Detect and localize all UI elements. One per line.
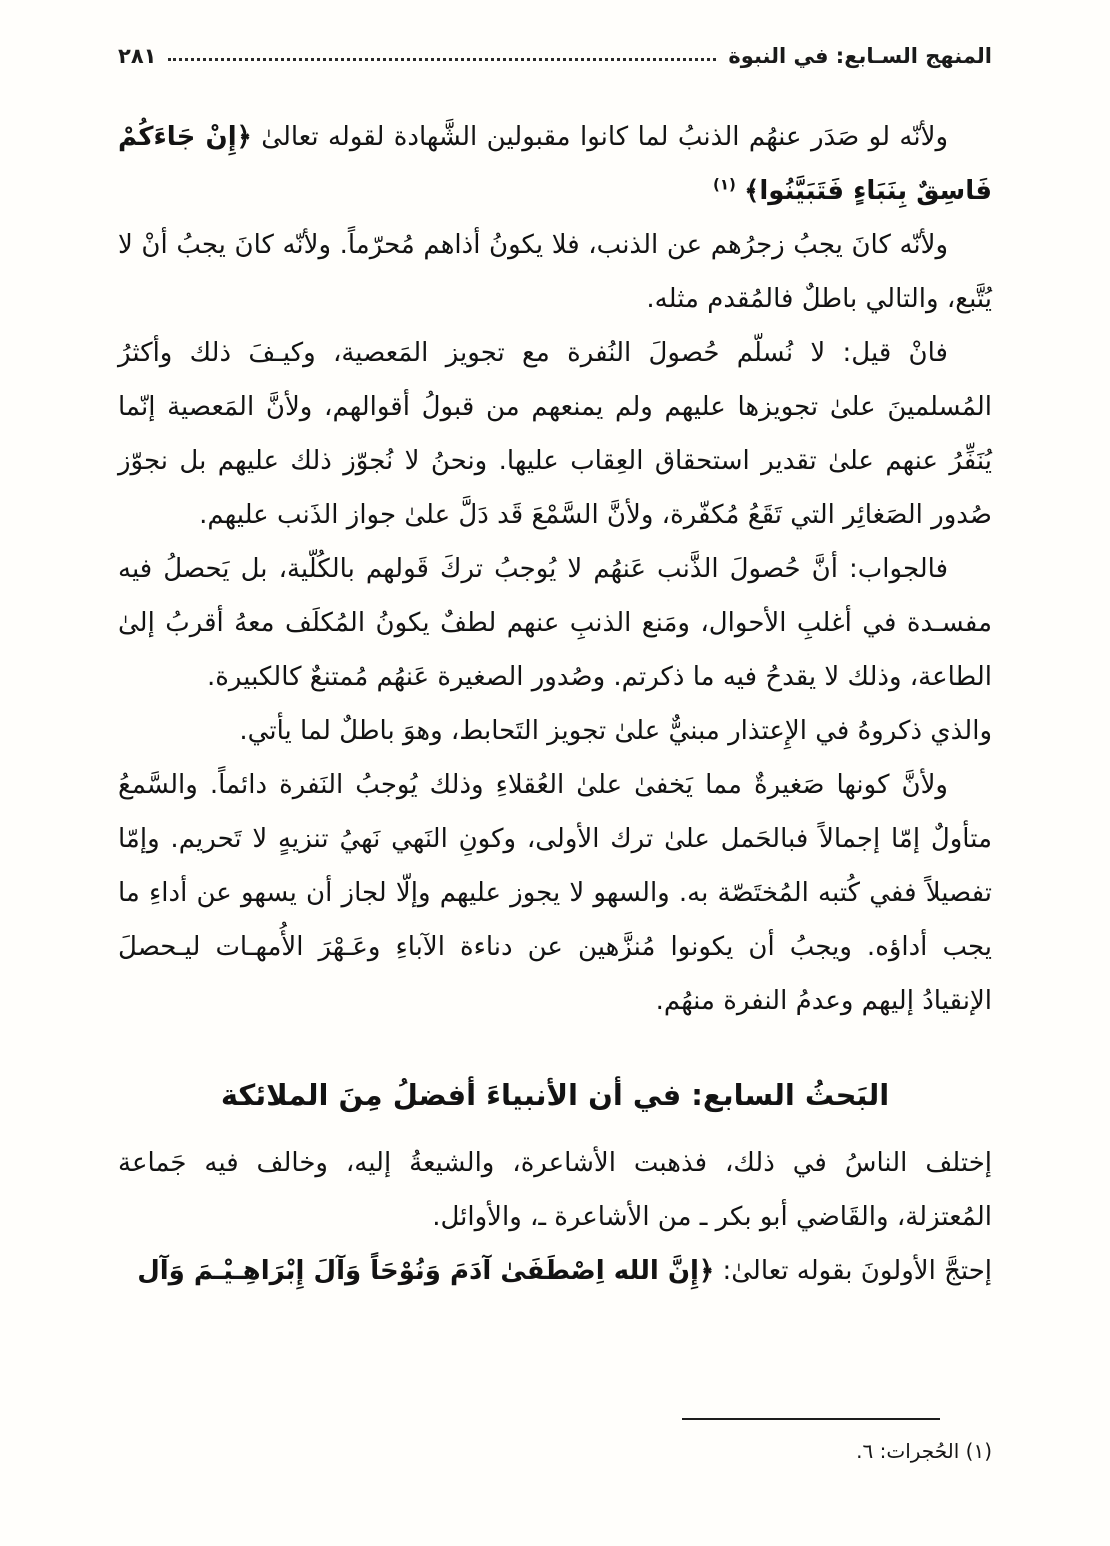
paragraph: ولأنّه كانَ يجبُ زجرُهم عن الذنب، فلا يكونُ أذاهم مُحرّماً. ولأنّه كانَ يجبُ أنْ لا يُتَّبع، والتالي باطلٌ فالمُقدم مثله. <box>118 230 992 314</box>
quran-quote: ﴿إِنَّ الله اِصْطَفَىٰ آدَمَ وَنُوْحَاً وَآلَ إِبْرَاهِـيْـمَ وَآل <box>137 1256 715 1286</box>
paragraph <box>118 1244 992 1298</box>
quran-quote: ﴿إِنْ جَاءَكُمْ فَاسِقٌ بِنَبَاءٍ فَتَبَيَّنُوا﴾ <box>118 122 992 206</box>
section-heading: البَحثُ السابع: في أن الأنبياءَ أفضلُ مِنَ الملائكة <box>220 1078 890 1112</box>
paragraph: فانْ قيل: لا نُسلّم حُصولَ النُفرة مع تجويز المَعصية، وكيـفَ ذلك وأكثرُ المُسلمينَ علىٰ تجويزها عليهم ولم يمنعهم من قبولُ أقوالهم، ولأنَّ المَعصية إنّما يُنَفِّرُ عنهم علىٰ تقدير استحقاق العِقاب عليها. ونحنُ لا نُجوّز ذلك عليهم بل نجوّز صُدور الصَغائِر التي تَقَعُ مُكفّرة، ولأنَّ السَّمْعَ قَد دَلَّ علىٰ جواز الذَنب عليهم. <box>118 338 992 530</box>
dotted-leader <box>168 58 716 61</box>
paragraph: فالجواب: أنَّ حُصولَ الذَّنب عَنهُم لا يُوجبُ تركَ قَولهم بالكُلّية، بل يَحصلُ فيه مفسـدة في أغلبِ الأحوال، ومَنع الذنبِ عنهم لطفٌ يكونُ المُكلَف معهُ أقربُ إلىٰ الطاعة، وذلك لا يقدحُ فيه ما ذكرتم. وصُدور الصغيرة عَنهُم مُمتنعٌ كالكبيرة. <box>118 554 992 692</box>
page-body <box>118 110 992 1298</box>
footnote-separator <box>682 1418 940 1420</box>
page-footer <box>118 1418 992 1466</box>
paragraph: ولأنَّ كونها صَغيرةٌ مما يَخفىٰ علىٰ العُقلاءِ وذلك يُوجبُ النَفرة دائماً. والسَّمعُ متأولٌ إمّا إجمالاً فبالحَمل علىٰ ترك الأولى، وكونِ النَهي نَهيُ تنزيهٍ لا تَحريم. وإمّا تفصيلاً ففي كُتبه المُختَصّة به. والسهو لا يجوز عليهم وإلّا لجاز أن يسهو عن أداءِ ما يجب أداؤه. ويجبُ أن يكونوا مُنزَّهين عن دناءة الآباءِ وعَـهْرَ الأُمهـات ليـحصلَ الإنقيادُ إليهم وعدمُ النفرة منهُم. <box>118 770 992 1016</box>
footnote: (١) الحُجرات: ٦. <box>856 1439 992 1463</box>
page-number: ٢٨١ <box>118 44 157 68</box>
paragraph <box>118 110 992 218</box>
running-head-title: المنهج السـابع: في النبوة <box>728 44 992 68</box>
paragraph: والذي ذكروهُ في الإِعتذار مبنيٌّ علىٰ تجويز التَحابط، وهوَ باطلٌ لما يأتي. <box>239 716 992 746</box>
paragraph: إختلف الناسُ في ذلك، فذهبت الأشاعرة، والشيعةُ إليه، وخالف فيه جَماعة المُعتزلة، والقَاضي أبو بكر ـ من الأشاعرة ـ، والأوائل. <box>118 1148 992 1232</box>
footnote-marker: (١) <box>712 175 736 194</box>
page-header <box>118 44 992 68</box>
paragraph-text: ولأنّه لو صَدَر عنهُم الذنبُ لما كانوا مقبولين الشَّهادة لقوله تعالىٰ <box>251 122 948 152</box>
paragraph-text: إحتجَّ الأولونَ بقوله تعالىٰ: <box>714 1256 992 1286</box>
